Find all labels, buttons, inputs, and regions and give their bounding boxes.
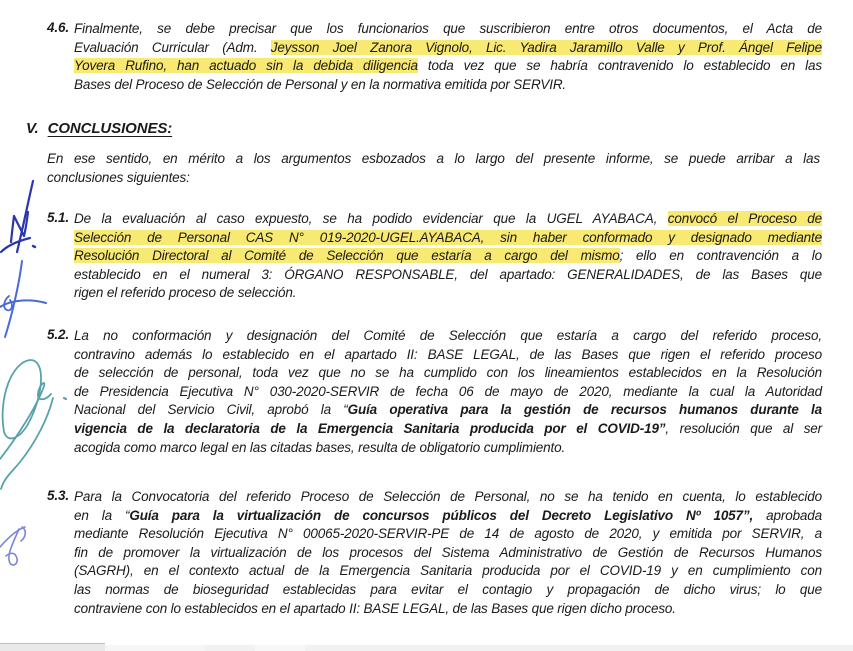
text-line bbox=[74, 364, 822, 383]
text-line bbox=[74, 247, 822, 266]
text-segment: de Presidencia Ejecutiva N° 030-2020-SERVIR de fecha 06 de mayo de 2020, mediante la cual la Autoridad bbox=[74, 383, 822, 399]
section-heading-conclusiones bbox=[26, 120, 172, 137]
paragraph-text bbox=[74, 327, 822, 457]
text-segment: toda vez que se habría contravenido lo establecido en las bbox=[417, 58, 822, 74]
bottom-strip-segment bbox=[0, 643, 105, 651]
text-segment: de selección de personal, toda vez que no se ha cumplido con los lineamientos establecidos en la Resolución bbox=[74, 365, 822, 381]
paragraph-5-2 bbox=[47, 327, 822, 457]
section-numeral: V. bbox=[26, 120, 39, 137]
highlighted-text: Yovera Rufino, han actuado sin la debida diligencia bbox=[74, 58, 418, 74]
handwritten-mark-1 bbox=[1, 181, 35, 252]
text-segment: (SAGRH), en el contexto actual de la Emergencia Sanitaria producida por el COVID-19 y en cumplimiento con bbox=[74, 563, 822, 579]
text-segment: en la “ bbox=[74, 507, 130, 523]
text-line bbox=[74, 57, 822, 76]
text-line bbox=[74, 488, 822, 507]
paragraph-5-3 bbox=[47, 488, 822, 618]
text-line bbox=[74, 600, 822, 619]
text-segment: De la evaluación al caso expuesto, se ha podido evidenciar que la UGEL AYABACA, bbox=[74, 211, 668, 226]
text-segment: ; ello en contravención a lo bbox=[619, 248, 823, 264]
text-segment: vigencia de la declaratoria de la Emergencia Sanitaria producida por el COVID-19” bbox=[74, 420, 666, 436]
text-line bbox=[74, 562, 822, 581]
text-line bbox=[47, 150, 820, 169]
text-segment: conclusiones siguientes: bbox=[47, 169, 190, 185]
paragraph-number: 5.1. bbox=[47, 210, 69, 225]
paragraph-5-1 bbox=[47, 210, 822, 303]
highlighted-text: Jeysson Joel Zanora Vignolo, Lic. Yadira Jaramillo Valle y Prof. Ángel Felipe bbox=[270, 39, 822, 55]
text-segment: aprobada bbox=[753, 507, 823, 523]
paragraph-number: 5.2. bbox=[47, 327, 69, 342]
text-line bbox=[74, 284, 822, 303]
text-line bbox=[74, 327, 822, 346]
text-line bbox=[74, 39, 822, 58]
text-segment: acogida como marco legal en las citadas bases, resulta de obligatorio cumplimiento. bbox=[74, 439, 566, 455]
paragraph-intro bbox=[47, 150, 820, 187]
handwritten-mark-4 bbox=[0, 527, 25, 565]
text-segment: las normas de bioseguridad establecidas para evitar el contagio y propagación de dicho virus; lo que bbox=[74, 581, 822, 597]
text-segment: rigen el referido proceso de selección. bbox=[74, 285, 297, 301]
highlighted-text: Selección de Personal CAS N° 019-2020-UGEL.AYABACA, sin haber conformado y designado mediante bbox=[74, 229, 822, 245]
text-segment: Nacional del Servicio Civil, aprobó la “ bbox=[74, 402, 348, 418]
paragraph-text bbox=[74, 20, 822, 94]
bottom-cutoff-strip bbox=[0, 645, 853, 651]
text-segment: En ese sentido, en mérito a los argumentos esbozados a lo largo del presente informe, se puede arribar a las bbox=[47, 151, 820, 166]
text-segment: Guía operativa para la gestión de recursos humanos durante la bbox=[347, 402, 822, 418]
paragraph-text bbox=[47, 150, 820, 187]
paragraph-text bbox=[74, 210, 822, 303]
text-line bbox=[74, 507, 822, 526]
highlighted-text: Resolución Directoral al Comité de Selección que estaría a cargo del mismo bbox=[74, 248, 620, 264]
text-line bbox=[74, 525, 822, 544]
text-line bbox=[74, 544, 822, 563]
paragraph-number: 5.3. bbox=[47, 488, 69, 503]
handwritten-mark-2 bbox=[0, 261, 46, 337]
bottom-strip-segment bbox=[105, 645, 205, 651]
text-line bbox=[74, 229, 822, 248]
text-segment: Para la Convocatoria del referido Proceso de Selección de Personal, no se ha tenido en cuenta, lo establecido bbox=[74, 489, 822, 504]
text-line bbox=[74, 210, 822, 229]
text-segment: Guía para la virtualización de concursos públicos del Decreto Legislativo Nº 1057”, bbox=[129, 507, 754, 523]
text-segment: establecido en el numeral 3: ÓRGANO RESPONSABLE, del apartado: GENERALIDADES, de las Bases que bbox=[74, 266, 822, 282]
text-line bbox=[74, 76, 822, 95]
text-line bbox=[74, 266, 822, 285]
text-segment: contraviene con lo establecidos en el apartado II: BASE LEGAL, de las Bases que rigen dicho proceso. bbox=[74, 600, 676, 616]
text-segment: Bases del Proceso de Selección de Personal y en la normativa emitida por SERVIR. bbox=[74, 76, 567, 92]
paragraph-4-6 bbox=[47, 20, 822, 94]
text-line bbox=[74, 581, 822, 600]
text-line bbox=[47, 169, 820, 188]
highlighted-text: convocó el Proceso de bbox=[667, 211, 822, 226]
text-line bbox=[74, 20, 822, 39]
text-segment: , resolución que al ser bbox=[665, 420, 822, 436]
bottom-strip-segment bbox=[255, 645, 305, 651]
text-line bbox=[74, 346, 822, 365]
text-line bbox=[74, 420, 822, 439]
text-line bbox=[74, 401, 822, 420]
text-segment: La no conformación y designación del Comité de Selección que estaría a cargo del referido proceso, bbox=[74, 328, 822, 343]
paragraph-text bbox=[74, 488, 822, 618]
text-segment: Finalmente, se debe precisar que los funcionarios que suscribieron entre otros documentos, el Acta de bbox=[74, 21, 822, 36]
text-segment: fin de promover la virtualización de los procesos del Sistema Administrativo de Gestión de Recursos Humanos bbox=[74, 544, 822, 560]
text-segment: Evaluación Curricular (Adm. bbox=[74, 39, 271, 55]
paragraph-number: 4.6. bbox=[47, 20, 69, 35]
text-segment: mediante Resolución Ejecutiva N° 00065-2020-SERVIR-PE de 14 de agosto de 2020, y emitida por SERVIR, a bbox=[74, 526, 822, 542]
section-title: CONCLUSIONES: bbox=[47, 120, 173, 137]
text-line bbox=[74, 383, 822, 402]
text-line bbox=[74, 439, 822, 458]
text-segment: contravino además lo establecido en el apartado II: BASE LEGAL, de las Bases que rigen el referido proceso bbox=[74, 346, 822, 362]
